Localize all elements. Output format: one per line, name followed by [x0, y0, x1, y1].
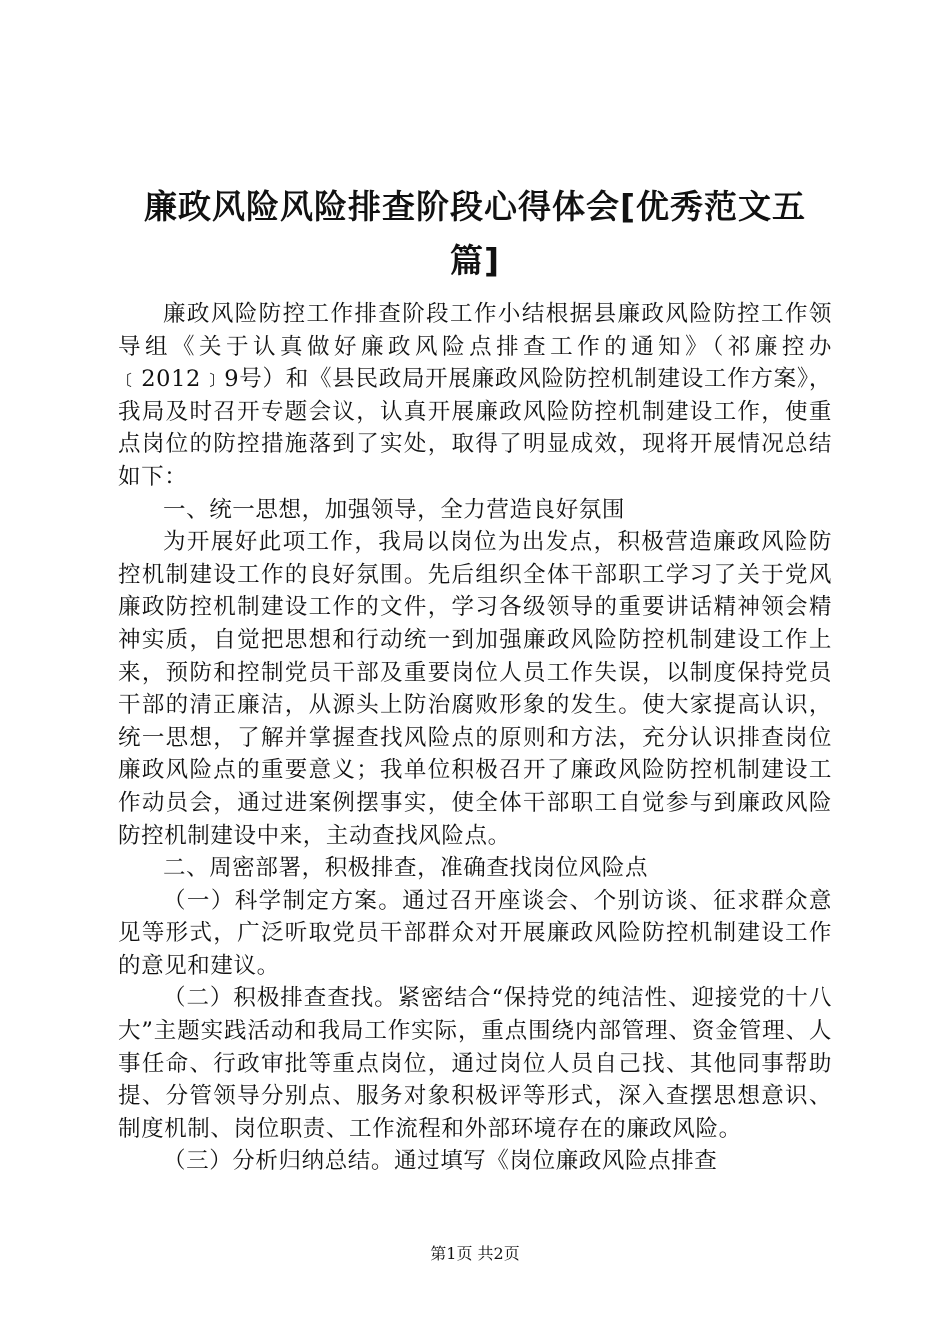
section-heading-1: 一、统一思想，加强领导，全力营造良好氛围: [163, 496, 626, 523]
paragraph-item-1: （一）科学制定方案。通过召开座谈会、个别访谈、征求群众意见等形式，广泛听取党员干部群众对开展廉政风险防控机制建设工作的意见和建议。: [118, 887, 832, 979]
document-title: 廉政风险风险排查阶段心得体会[优秀范文五篇]: [143, 187, 807, 280]
paragraph-intro: 廉政风险防控工作排查阶段工作小结根据县廉政风险防控工作领导组《关于认真做好廉政风险点排查工作的通知》（祁廉控办﹝2012﹞9号）和《县民政局开展廉政风险防控机制建设工作方案》，我局及时召开专题会议，认真开展廉政风险防控机制建设工作，使重点岗位的防控措施落到了实处，取得了明显成效，现将开展情况总结如下：: [118, 301, 832, 490]
paragraph-item-2: （二）积极排查查找。紧密结合“保持党的纯洁性、迎接党的十八大”主题实践活动和我局工作实际，重点围绕内部管理、资金管理、人事任命、行政审批等重点岗位，通过岗位人员自己找、其他同事帮助提、分管领导分别点、服务对象积极评等形式，深入查摆思想意识、制度机制、岗位职责、工作流程和外部环境存在的廉政风险。: [118, 985, 832, 1142]
page-number-footer: 第1页 共2页: [430, 1244, 520, 1263]
paragraph-item-3: （三）分析归纳总结。通过填写《岗位廉政风险点排查: [163, 1148, 718, 1175]
section-heading-2: 二、周密部署，积极排查，准确查找岗位风险点: [163, 855, 649, 882]
document-body: [118, 298, 832, 1178]
paragraph-section-1: 为开展好此项工作，我局以岗位为出发点，积极营造廉政风险防控机制建设工作的良好氛围。先后组织全体干部职工学习了关于党风廉政防控机制建设工作的文件，学习各级领导的重要讲话精神领会精神实质，自觉把思想和行动统一到加强廉政风险防控机制建设工作上来，预防和控制党员干部及重要岗位人员工作失误，以制度保持党员干部的清正廉洁，从源头上防治腐败形象的发生。使大家提高认识，统一思想，了解并掌握查找风险点的原则和方法，充分认识排查岗位廉政风险点的重要意义；我单位积极召开了廉政风险防控机制建设工作动员会，通过进案例摆事实，使全体干部职工自觉参与到廉政风险防控机制建设中来，主动查找风险点。: [118, 529, 832, 849]
